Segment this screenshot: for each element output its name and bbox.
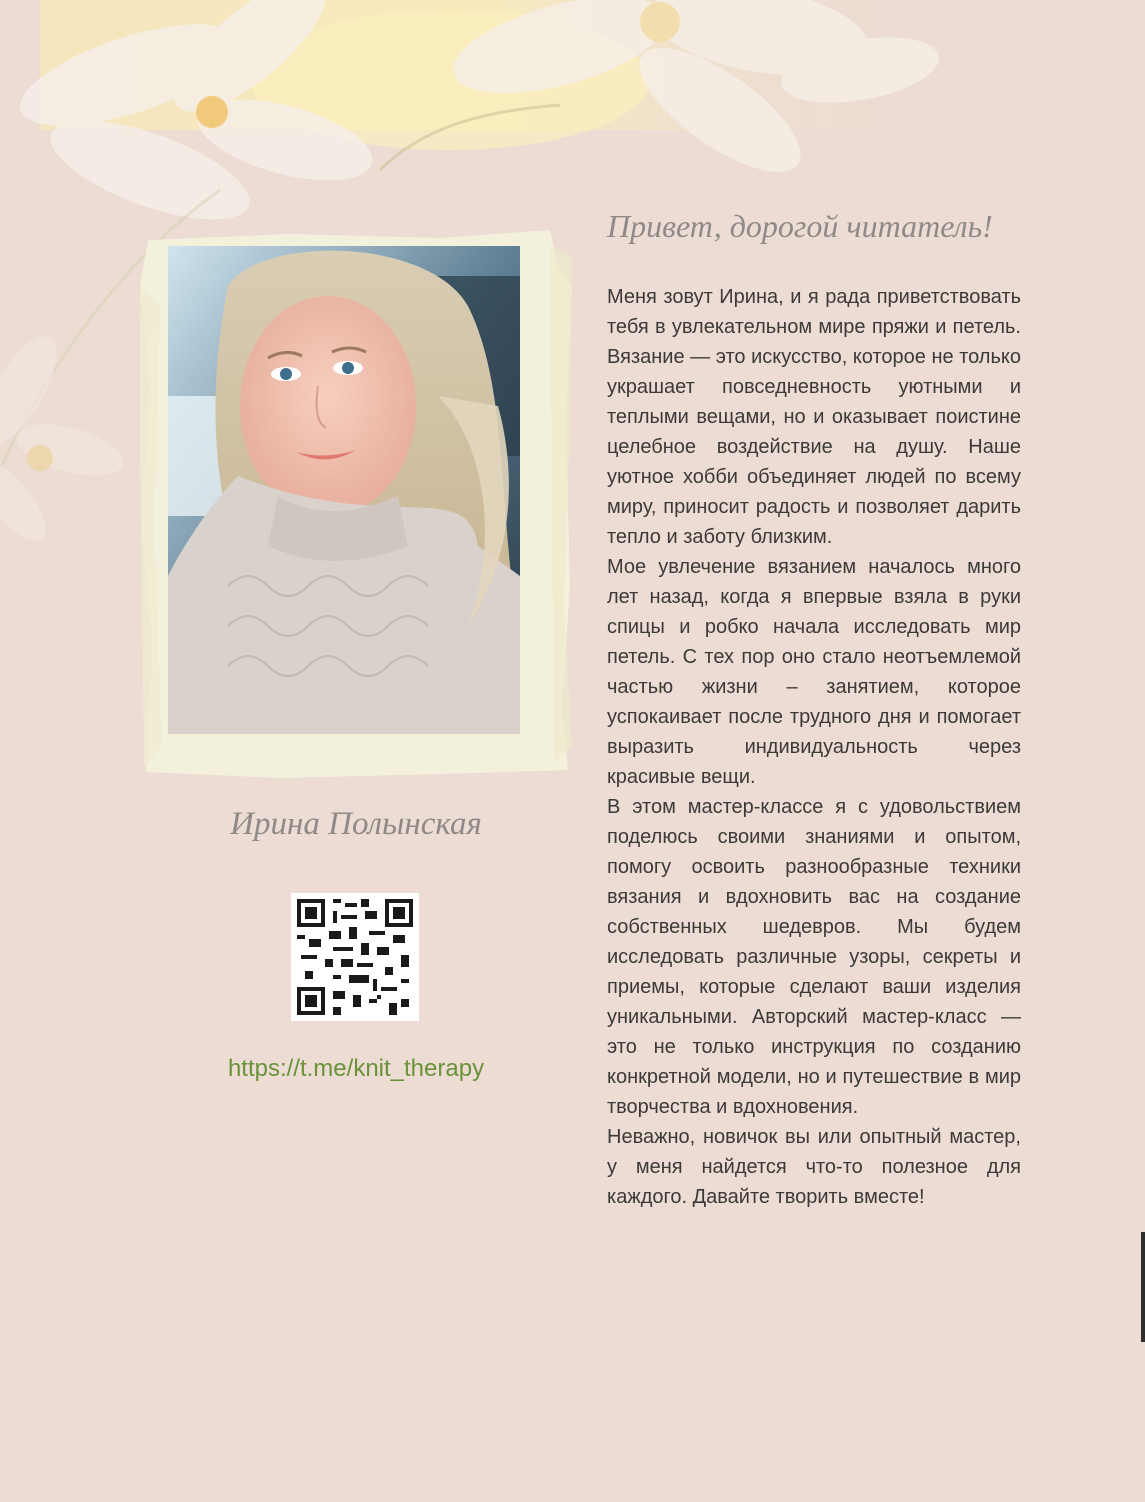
qr-code-icon — [297, 899, 413, 1015]
telegram-link[interactable]: https://t.me/knit_therapy — [227, 1055, 485, 1082]
page-edge-bar — [1141, 1232, 1145, 1342]
paragraph-4: Неважно, новичок вы или опытный мастер, у меня найдется что-то полезное для каждого. Давайте творить вместе! — [607, 1126, 1021, 1208]
qr-code[interactable] — [291, 893, 419, 1021]
paragraph-1: Меня зовут Ирина, и я рада приветствовать тебя в увлекательном мире пряжи и петель. Вязание — это искусство, которое не только украшает повседневность уютными и теплыми вещами, но и оказывает поистине целебное воздействие на душу. Наше уютное хобби объединяет людей по всему миру, приносит радость и позволяет дарить тепло и заботу близким. — [607, 286, 1021, 548]
author-photo — [168, 246, 520, 734]
author-name: Ирина Полынская — [230, 806, 482, 842]
author-photo-frame — [140, 226, 572, 778]
intro-text — [607, 282, 1021, 1212]
paragraph-3: В этом мастер-классе я с удовольствием поделюсь своими знаниями и опытом, помогу освоить разнообразные техники вязания и вдохновить вас на создание собственных шедевров. Мы будем исследовать различные узоры, секреты и приемы, которые сделают ваши изделия уникальными. Авторский мастер-класс — это не только инструкция по созданию конкретной модели, но и путешествие в мир творчества и вдохновения. — [607, 796, 1021, 1118]
greeting-heading: Привет, дорогой читатель! — [607, 208, 993, 244]
paragraph-2: Мое увлечение вязанием началось много лет назад, когда я впервые взяла в руки спицы и робко начала исследовать мир петель. С тех пор оно стало неотъемлемой частью жизни – занятием, которое успокаивает после трудного дня и помогает выразить индивидуальность через красивые вещи. — [607, 556, 1021, 788]
